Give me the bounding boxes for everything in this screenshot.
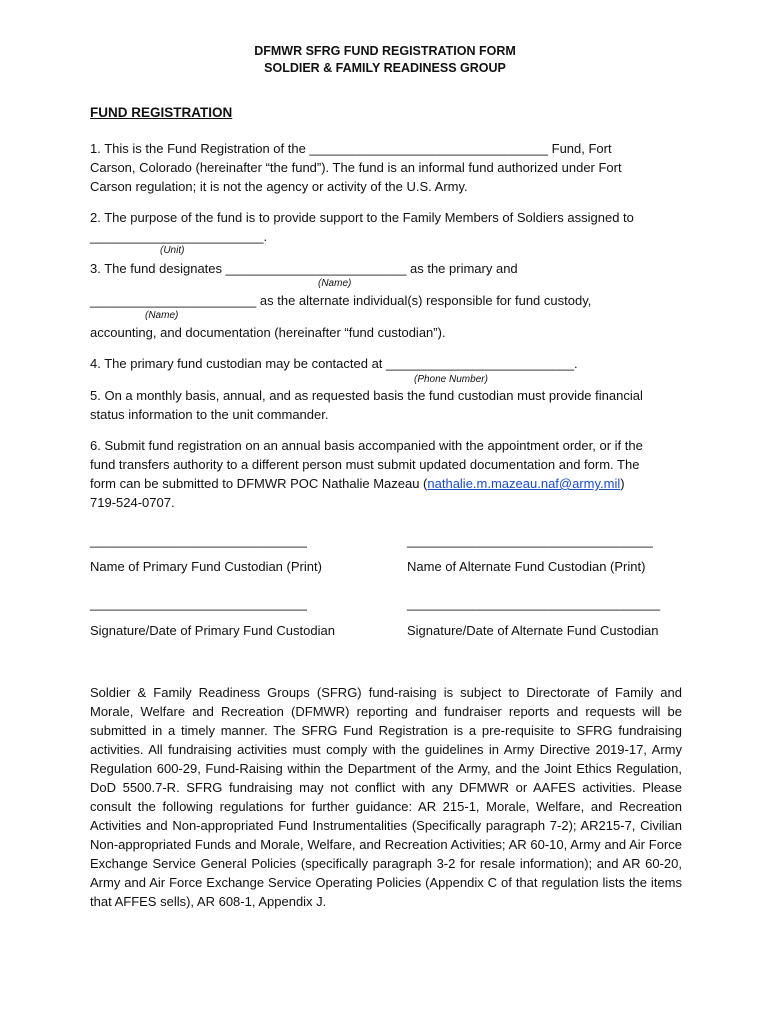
item2-unit-blank: ________________________.: [90, 229, 268, 244]
item3-line2: _______________________ as the alternate individual(s) responsible for fund custody,: [90, 293, 592, 308]
form-title: DFMWR SFRG FUND REGISTRATION FORM: [254, 44, 516, 58]
section-heading: FUND REGISTRATION: [90, 105, 233, 120]
alternate-name-line[interactable]: __________________________________: [407, 533, 653, 548]
alternate-name-caption: (Name): [145, 310, 179, 321]
unit-caption: (Unit): [160, 245, 185, 256]
item6-line1: 6. Submit fund registration on an annual basis accompanied with the appointment order, or if the: [90, 438, 643, 453]
item6-line3-suffix: ): [620, 476, 625, 491]
item6-line2: fund transfers authority to a different person must submit updated documentation and form. The: [90, 457, 640, 472]
item5-line1: 5. On a monthly basis, annual, and as requested basis the fund custodian must provide financial: [90, 388, 643, 403]
phone-caption: (Phone Number): [414, 374, 488, 385]
item3-line1: 3. The fund designates _________________________ as the primary and: [90, 261, 518, 276]
alternate-signature-label: Signature/Date of Alternate Fund Custodian: [407, 623, 659, 638]
item3-line3: accounting, and documentation (hereinafter “fund custodian”).: [90, 325, 446, 340]
primary-name-label: Name of Primary Fund Custodian (Print): [90, 559, 322, 574]
primary-name-caption: (Name): [318, 278, 352, 289]
primary-name-line[interactable]: ______________________________: [90, 533, 307, 548]
primary-signature-label: Signature/Date of Primary Fund Custodian: [90, 623, 335, 638]
item4-line1: 4. The primary fund custodian may be contacted at __________________________.: [90, 356, 578, 371]
alternate-signature-line[interactable]: ___________________________________: [407, 596, 661, 611]
poc-email-link[interactable]: nathalie.m.mazeau.naf@army.mil: [427, 476, 621, 491]
item6-line3: [90, 474, 625, 493]
fundraising-notice: Soldier & Family Readiness Groups (SFRG) fund-raising is subject to Directorate of Family and Morale, Welfare and Recreation (DFMWR) reporting and fundraiser reports and requests will be submitted in a timely manner. The SFRG Fund Registration is a pre-requisite to SFRG fundraising activities. All fundraising activities must comply with the guidelines in Army Directive 2019-17, Army Regulation 600-29, Fund-Raising within the Department of the Army, and the Joint Ethics Regulation, DoD 5500.7-R. SFRG fundraising may not conflict with any DFMWR or AAFES activities. Please consult the following regulations for further guidance: AR 215-1, Morale, Welfare, and Recreation Activities and Non-appropriated Fund Instrumentalities (Specifically paragraph 7-2); AR215-7, Civilian Non-appropriated Funds and Morale, Welfare, and Recreation Activities; AR 60-10, Army and Air Force Exchange Service General Policies (specifically paragraph 3-2 for resale information); and AR 60-20, Army and Air Force Exchange Service Operating Policies (Appendix C of that regulation lists the items that AFFES sells), AR 608-1, Appendix J.: [90, 685, 682, 909]
alternate-name-label: Name of Alternate Fund Custodian (Print): [407, 559, 646, 574]
form-subtitle: SOLDIER & FAMILY READINESS GROUP: [264, 61, 506, 75]
primary-signature-line[interactable]: ______________________________: [90, 596, 307, 611]
poc-phone: 719-524-0707.: [90, 495, 175, 510]
item1-line1: 1. This is the Fund Registration of the _________________________________ Fund, Fort: [90, 141, 612, 156]
item2-line1: 2. The purpose of the fund is to provide support to the Family Members of Soldiers assigned to: [90, 210, 634, 225]
item1-line2: Carson, Colorado (hereinafter “the fund”). The fund is an informal fund authorized under Fort: [90, 160, 622, 175]
item5-line2: status information to the unit commander.: [90, 407, 329, 422]
item1-line3: Carson regulation; it is not the agency or activity of the U.S. Army.: [90, 179, 468, 194]
item6-line3-prefix: form can be submitted to DFMWR POC Nathalie Mazeau (: [90, 476, 428, 491]
